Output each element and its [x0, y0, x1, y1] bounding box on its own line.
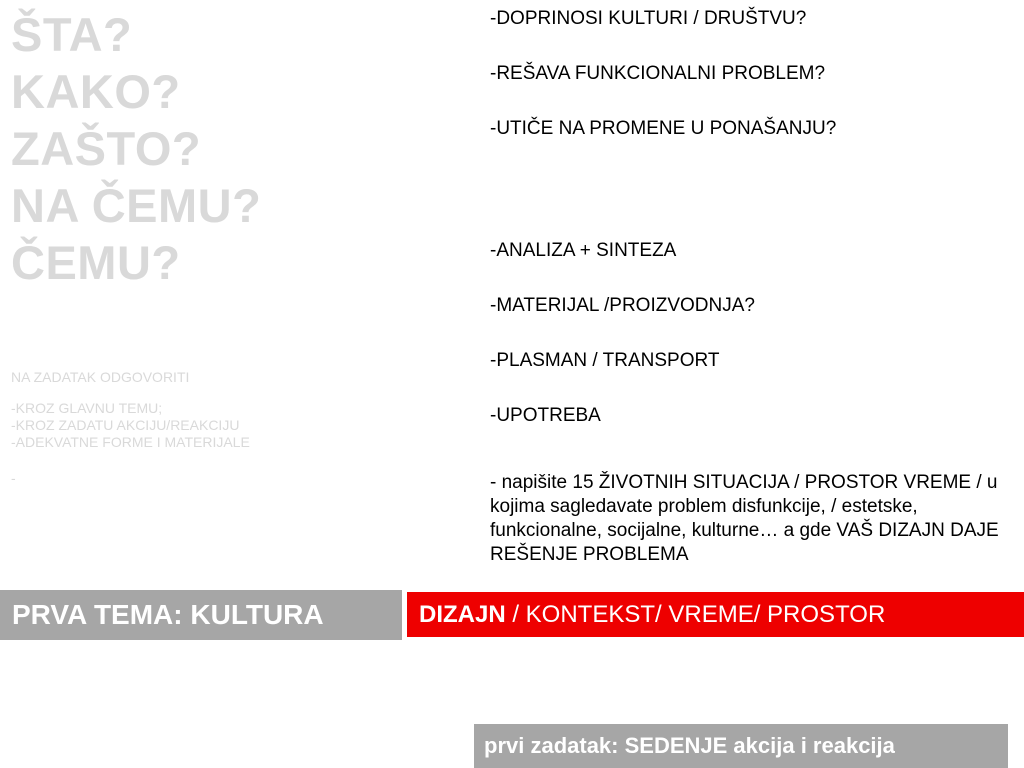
- task-banner: [474, 724, 1008, 768]
- instructions-block: [11, 369, 391, 487]
- impact-question: -UTIČE NA PROMENE U PONAŠANJU?: [490, 118, 837, 139]
- question-heading: ČEMU?: [11, 236, 181, 289]
- context-banner-rest: / KONTEKST/ VREME/ PROSTOR: [505, 601, 886, 628]
- question-heading: ZAŠTO?: [11, 122, 202, 175]
- criteria-list: [490, 8, 1020, 427]
- instruction-dash: -: [11, 470, 16, 486]
- impact-question: -REŠAVA FUNKCIONALNI PROBLEM?: [490, 63, 826, 84]
- question-heading: KAKO?: [11, 65, 181, 118]
- process-item: -UPOTREBA: [490, 405, 601, 426]
- instruction-item: -ADEKVATNE FORME I MATERIJALE: [11, 434, 250, 450]
- process-item: -ANALIZA + SINTEZA: [490, 240, 677, 261]
- assignment-prompt: - napišite 15 ŽIVOTNIH SITUACIJA / PROSTOR VREME / u kojima sagledavate problem disfunkcije, / estetske, funkcionalne, socijalne, kulturne… a gde VAŠ DIZAJN DAJE REŠENJE PROBLEMA: [490, 472, 999, 565]
- process-item: -PLASMAN / TRANSPORT: [490, 350, 720, 371]
- impact-question: -DOPRINOSI KULTURI / DRUŠTVU?: [490, 8, 807, 29]
- instructions-intro: NA ZADATAK ODGOVORITI: [11, 369, 190, 385]
- questions-block: [11, 6, 451, 291]
- instruction-item: -KROZ ZADATU AKCIJU/REAKCIJU: [11, 417, 240, 433]
- process-item: -MATERIJAL /PROIZVODNJA?: [490, 295, 755, 316]
- instruction-item: -KROZ GLAVNU TEMU;: [11, 400, 163, 416]
- theme-banner: [0, 590, 402, 640]
- context-banner-bold: DIZAJN: [419, 601, 506, 628]
- context-banner: [407, 592, 1024, 637]
- task-banner-label: prvi zadatak: SEDENJE akcija i reakcija: [484, 733, 895, 758]
- context-banner-text: [419, 601, 885, 629]
- question-heading: ŠTA?: [11, 8, 133, 61]
- theme-banner-label: PRVA TEMA: KULTURA: [12, 599, 324, 630]
- question-heading: NA ČEMU?: [11, 179, 262, 232]
